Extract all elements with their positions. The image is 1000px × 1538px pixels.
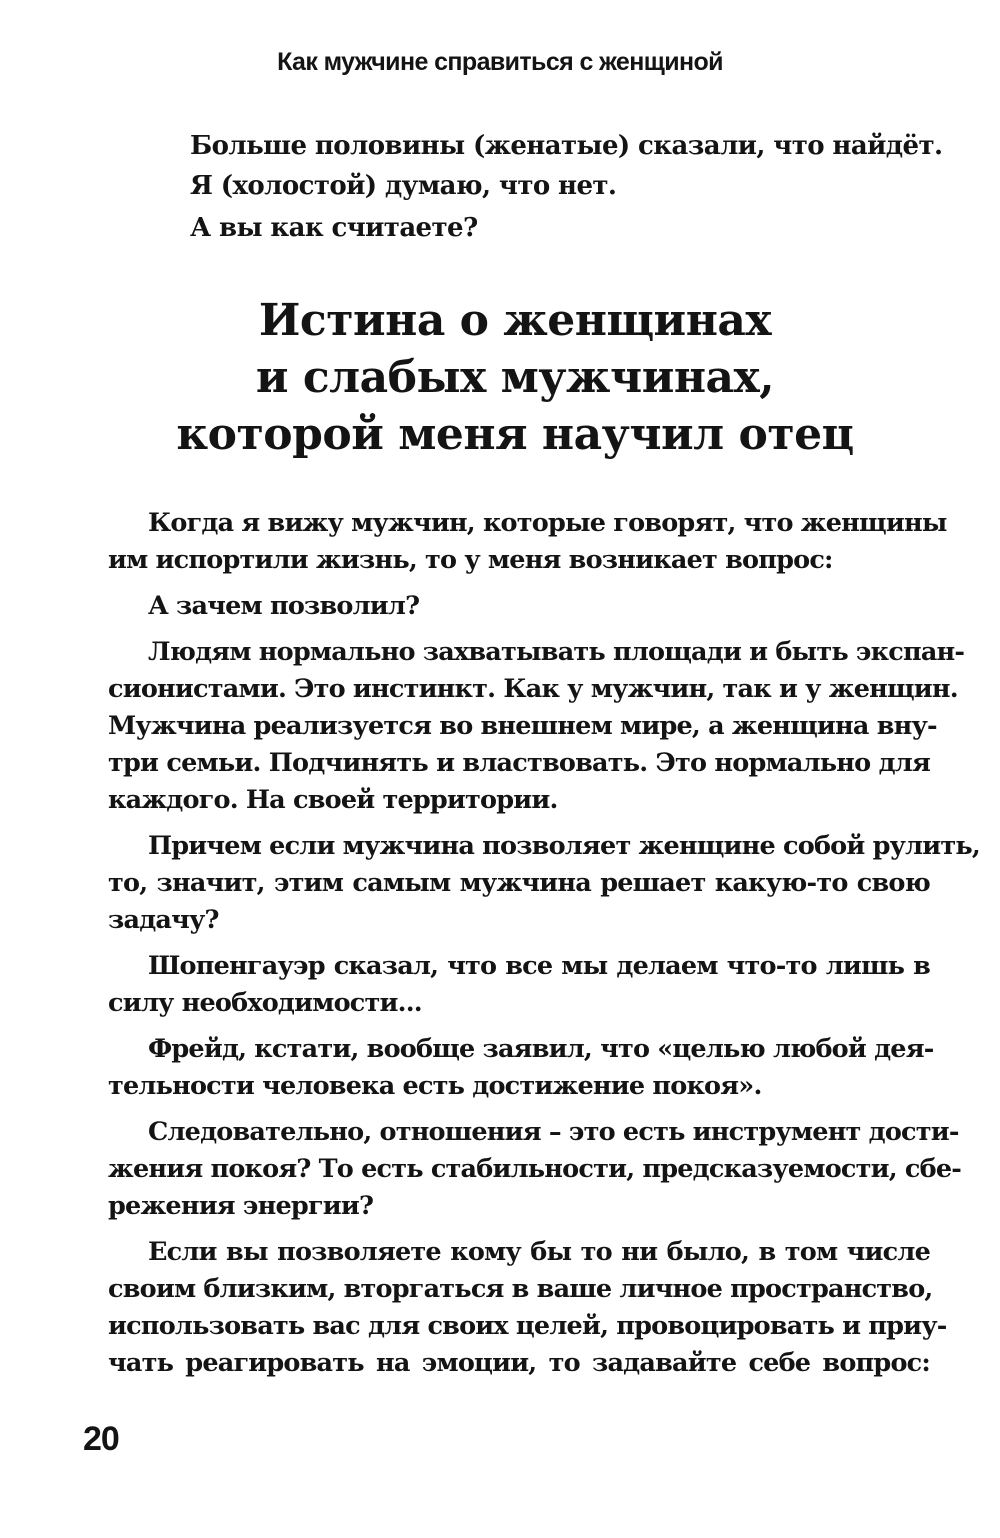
paragraph-line: Если вы позволяете кому бы то ни было, в том числе xyxy=(148,1237,930,1267)
paragraph-line: сионистами. Это инстинкт. Как у мужчин, так и у женщин. xyxy=(108,674,958,704)
paragraph-line: силу необходимости... xyxy=(108,988,422,1018)
paragraph-line: Мужчина реализуется во внешнем мире, а женщина вну- xyxy=(108,711,937,741)
paragraph-line: чать реагировать на эмоции, то задавайте себе вопрос: xyxy=(108,1348,930,1378)
running-head: Как мужчине справиться с женщиной xyxy=(277,48,723,76)
paragraph-line: А зачем позволил? xyxy=(148,591,420,621)
page-number: 20 xyxy=(83,1420,119,1458)
paragraph-line: использовать вас для своих целей, провоцировать и приу- xyxy=(108,1311,947,1341)
paragraph-line: жения покоя? То есть стабильности, предсказуемости, сбе- xyxy=(108,1154,962,1184)
paragraph-line: каждого. На своей территории. xyxy=(108,785,558,815)
paragraph-line: Людям нормально захватывать площади и быть экспан- xyxy=(148,637,965,667)
intro-line: Больше половины (женатые) сказали, что найдёт. xyxy=(190,131,943,161)
intro-line: Я (холостой) думаю, что нет. xyxy=(190,171,617,201)
paragraph xyxy=(108,1114,962,1225)
section-heading xyxy=(100,292,930,463)
paragraph-line: Причем если мужчина позволяет женщине собой рулить, xyxy=(148,831,981,861)
paragraph-line: тельности человека есть достижение покоя». xyxy=(108,1071,762,1101)
paragraph-line: своим близким, вторгаться в ваше личное пространство, xyxy=(108,1274,933,1304)
intro-block xyxy=(190,126,943,248)
paragraph-line: им испортили жизнь, то у меня возникает вопрос: xyxy=(108,545,833,575)
paragraph xyxy=(108,505,947,579)
paragraph-line: Фрейд, кстати, вообще заявил, что «целью любой дея- xyxy=(148,1034,934,1064)
paragraph xyxy=(108,1234,947,1382)
paragraph xyxy=(108,828,981,939)
body-text xyxy=(108,505,981,1391)
paragraph-line: то, значит, этим самым мужчина решает какую-то свою xyxy=(108,868,930,898)
paragraph-line: Следовательно, отношения – это есть инструмент дости- xyxy=(148,1117,959,1147)
heading-line: Истина о женщинах xyxy=(258,295,772,346)
paragraph-line: режения энергии? xyxy=(108,1191,374,1221)
paragraph-line: три семьи. Подчинять и властвовать. Это нормально для xyxy=(108,748,930,778)
paragraph xyxy=(108,634,965,819)
heading-line: которой меня научил отец xyxy=(176,409,854,460)
paragraph-line: задачу? xyxy=(108,905,219,935)
paragraph xyxy=(108,1031,934,1105)
intro-line: А вы как считаете? xyxy=(190,213,478,243)
paragraph-line: Шопенгауэр сказал, что все мы делаем что-то лишь в xyxy=(148,951,930,981)
paragraph xyxy=(108,948,930,1022)
heading-line: и слабых мужчинах, xyxy=(255,352,775,403)
paragraph xyxy=(108,588,930,625)
paragraph-line: Когда я вижу мужчин, которые говорят, что женщины xyxy=(148,508,947,538)
